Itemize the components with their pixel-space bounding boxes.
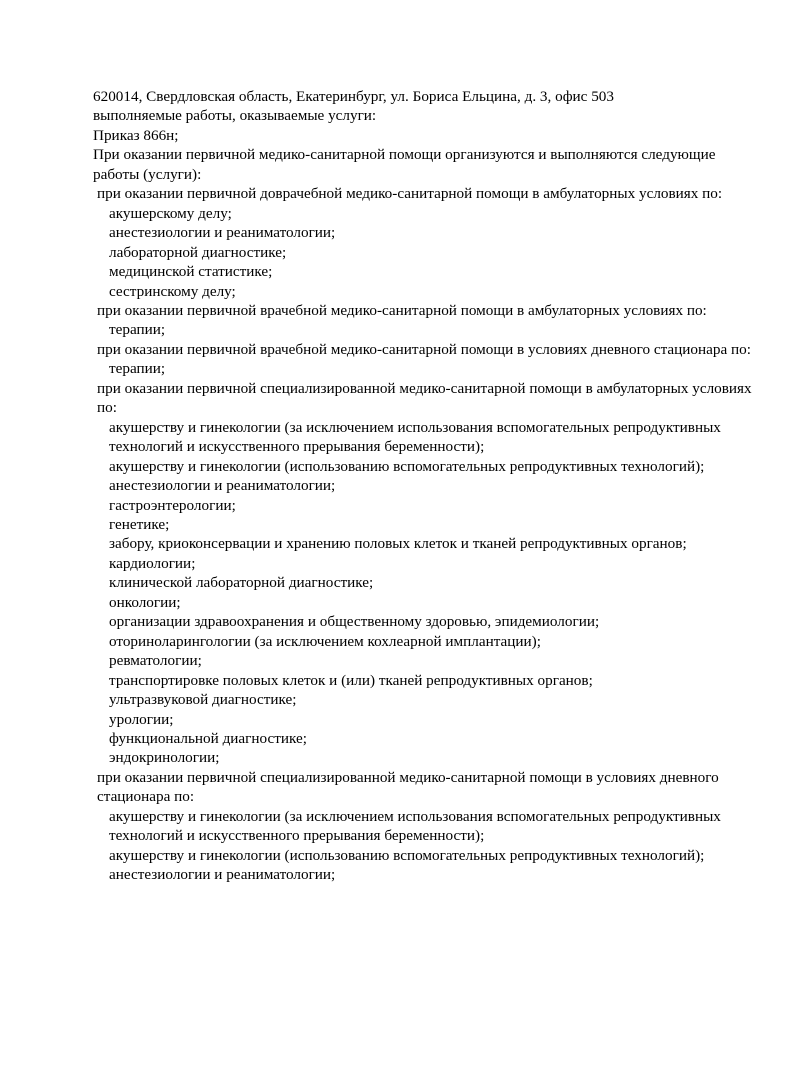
- list-item: организации здравоохранения и общественному здоровью, эпидемиологии;: [109, 613, 600, 631]
- list-item: лабораторной диагностике;: [109, 243, 287, 261]
- section-heading: при оказании первичной врачебной медико-санитарной помощи в условиях дневного стационара по:: [97, 340, 751, 358]
- list-item: анестезиологии и реаниматологии;: [109, 866, 336, 884]
- list-item: забору, криоконсервации и хранению половых клеток и тканей репродуктивных органов;: [109, 535, 687, 553]
- list-item: урологии;: [109, 710, 174, 728]
- list-item: акушерству и гинекологии (за исключением использования вспомогательных репродуктивных технологий и искусственного прерывания беременности);: [109, 807, 721, 845]
- list-item: эндокринологии;: [109, 749, 220, 767]
- list-item: акушерству и гинекологии (за исключением использования вспомогательных репродуктивных технологий и искусственного прерывания беременности);: [109, 418, 721, 456]
- list-item: акушерскому делу;: [109, 204, 232, 222]
- list-item: гастроэнтерологии;: [109, 496, 236, 514]
- list-item: терапии;: [109, 321, 166, 339]
- list-item: кардиологии;: [109, 554, 196, 572]
- list-item: терапии;: [109, 360, 166, 378]
- list-item: ревматологии;: [109, 652, 202, 670]
- list-item: ультразвуковой диагностике;: [109, 691, 297, 709]
- list-item: генетике;: [109, 515, 170, 533]
- list-item: транспортировке половых клеток и (или) тканей репродуктивных органов;: [109, 671, 593, 689]
- document-page: [93, 87, 763, 885]
- section-heading: при оказании первичной специализированной медико-санитарной помощи в условиях дневного стационара по:: [97, 768, 719, 806]
- list-item: анестезиологии и реаниматологии;: [109, 477, 336, 495]
- list-item: акушерству и гинекологии (использованию вспомогательных репродуктивных технологий);: [109, 846, 705, 864]
- address-line: 620014, Свердловская область, Екатеринбург, ул. Бориса Ельцина, д. 3, офис 503: [93, 88, 614, 105]
- list-item: сестринскому делу;: [109, 282, 236, 300]
- list-item: акушерству и гинекологии (использованию вспомогательных репродуктивных технологий);: [109, 457, 705, 475]
- section-heading: при оказании первичной специализированной медико-санитарной помощи в амбулаторных условиях по:: [97, 379, 752, 417]
- order-line: Приказ 866н;: [93, 126, 179, 144]
- list-item: онкологии;: [109, 593, 181, 611]
- list-item: оториноларингологии (за исключением кохлеарной имплантации);: [109, 632, 541, 650]
- intro-paragraph: При оказании первичной медико-санитарной помощи организуются и выполняются следующие работы (услуги):: [93, 146, 716, 183]
- list-item: функциональной диагностике;: [109, 729, 307, 747]
- list-item: клинической лабораторной диагностике;: [109, 574, 374, 592]
- works-heading: выполняемые работы, оказываемые услуги:: [93, 107, 377, 125]
- section-heading: при оказании первичной доврачебной медико-санитарной помощи в амбулаторных условиях по:: [97, 185, 723, 203]
- section-heading: при оказании первичной врачебной медико-санитарной помощи в амбулаторных условиях по:: [97, 301, 707, 319]
- list-item: анестезиологии и реаниматологии;: [109, 224, 336, 242]
- list-item: медицинской статистике;: [109, 263, 273, 281]
